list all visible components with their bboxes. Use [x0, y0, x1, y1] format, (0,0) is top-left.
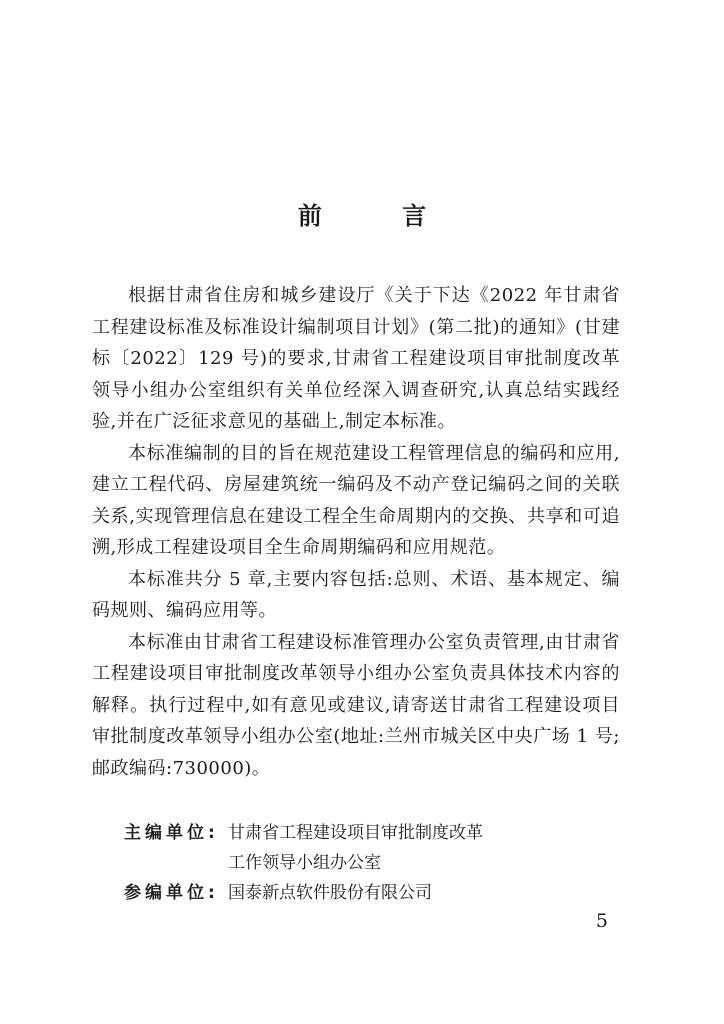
- chief-unit-label: 主编单位:: [124, 823, 219, 843]
- participant-unit-label: 参编单位:: [124, 883, 219, 903]
- editorial-units: [124, 818, 624, 908]
- chief-unit-line: 工作领导小组办公室: [228, 853, 381, 873]
- paragraph: 本标准由甘肃省工程建设标准管理办公室负责管理,由甘肃省工程建设项目审批制度改革领导小组办公室负责具体技术内容的解释。执行过程中,如有意见或建议,请寄送甘肃省工程建设项目审批制度改革领导小组办公室(地址:兰州市城关区中央广场 1 号;邮政编码:730000)。: [92, 631, 620, 779]
- page-title: 前 言: [297, 202, 463, 230]
- chief-unit-value: [228, 818, 624, 878]
- chief-unit-line: 甘肃省工程建设项目审批制度改革: [228, 823, 483, 843]
- participant-unit-value: 国泰新点软件股份有限公司: [228, 883, 432, 903]
- paragraph: 本标准编制的目的旨在规范建设工程管理信息的编码和应用,建立工程代码、房屋建筑统一编码及不动产登记编码之间的关联关系,实现管理信息在建设工程全生命周期内的交换、共享和可追溯,形成工程建设项目全生命周期编码和应用规范。: [92, 442, 620, 558]
- paragraph: 本标准共分 5 章,主要内容包括:总则、术语、基本规定、编码规则、编码应用等。: [92, 568, 620, 621]
- paragraph: 根据甘肃省住房和城乡建设厅《关于下达《2022 年甘肃省工程建设标准及标准设计编制项目计划》(第二批)的通知》(甘建标〔2022〕129 号)的要求,甘肃省工程建设项目审批制度改革领导小组办公室组织有关单位经深入调查研究,认真总结实践经验,并在广泛征求意见的基础上,制定本标准。: [92, 285, 620, 432]
- page-number: 5: [595, 910, 608, 932]
- chief-unit-row: [124, 818, 624, 878]
- preface-body: [92, 280, 620, 784]
- participant-unit-row: [124, 878, 624, 908]
